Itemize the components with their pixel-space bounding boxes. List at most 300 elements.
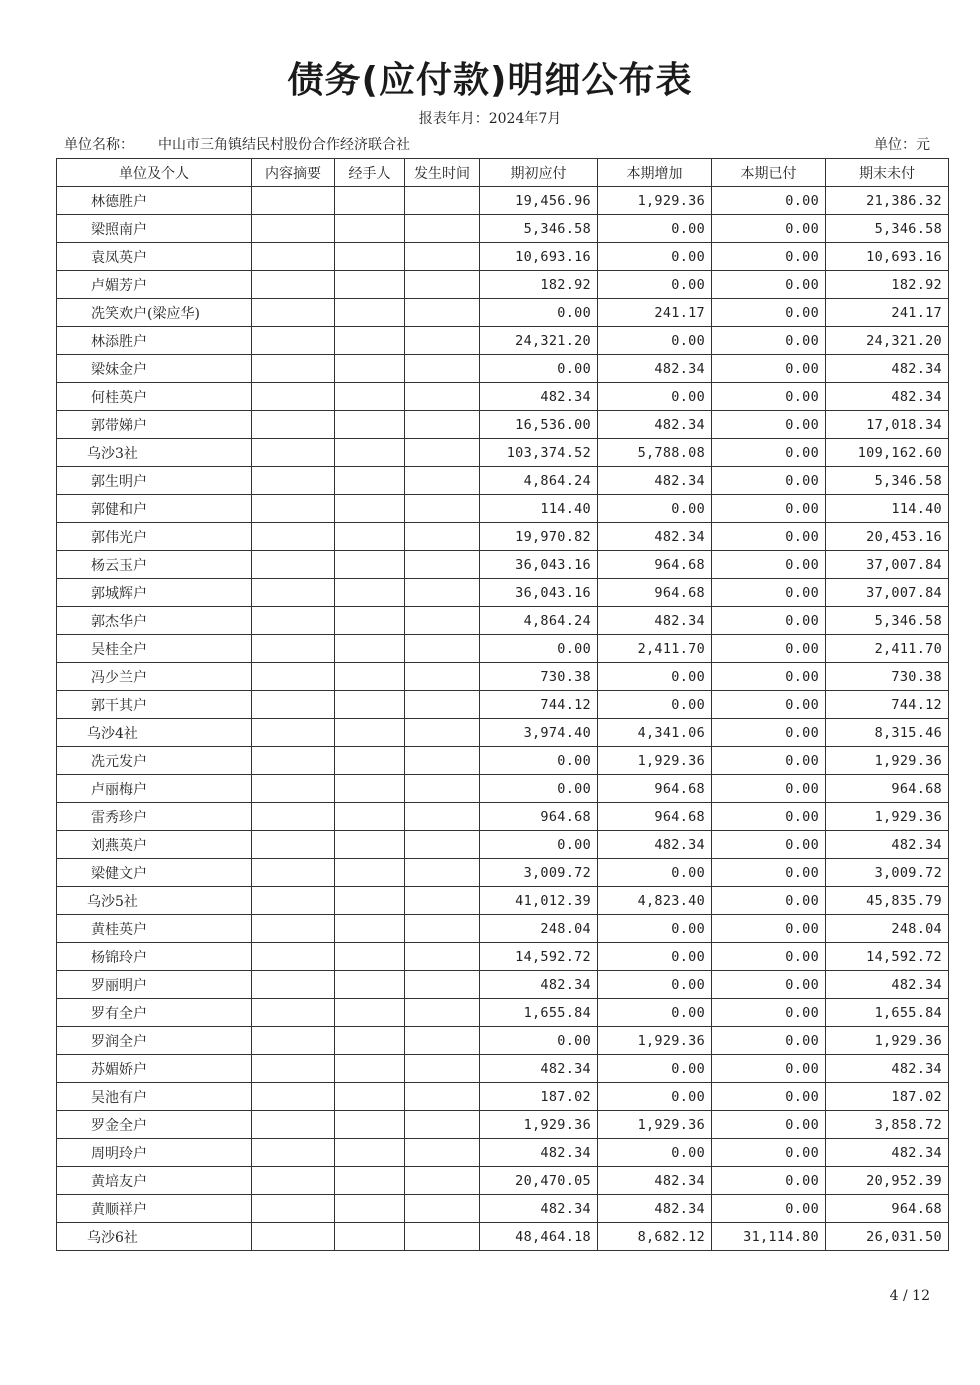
cell-increase: 482.34 xyxy=(598,355,712,383)
cell-paid: 0.00 xyxy=(712,299,826,327)
cell-paid: 0.00 xyxy=(712,943,826,971)
cell-paid: 0.00 xyxy=(712,831,826,859)
cell-entity: 乌沙3社 xyxy=(57,439,252,467)
cell-increase: 0.00 xyxy=(598,691,712,719)
table-row xyxy=(57,887,949,915)
cell-summary xyxy=(252,579,335,607)
cell-summary xyxy=(252,859,335,887)
cell-handler xyxy=(335,1139,405,1167)
cell-summary xyxy=(252,467,335,495)
cell-paid: 0.00 xyxy=(712,1055,826,1083)
cell-paid: 0.00 xyxy=(712,747,826,775)
cell-closing: 109,162.60 xyxy=(826,439,949,467)
cell-date xyxy=(405,719,480,747)
cell-closing: 3,858.72 xyxy=(826,1111,949,1139)
cell-entity: 吴桂全户 xyxy=(57,635,252,663)
cell-entity: 吴池有户 xyxy=(57,1083,252,1111)
cell-opening: 482.34 xyxy=(480,971,598,999)
cell-paid: 0.00 xyxy=(712,607,826,635)
cell-paid: 0.00 xyxy=(712,1027,826,1055)
cell-handler xyxy=(335,1167,405,1195)
cell-entity: 黄培友户 xyxy=(57,1167,252,1195)
cell-paid: 0.00 xyxy=(712,1195,826,1223)
cell-opening: 482.34 xyxy=(480,1139,598,1167)
cell-paid: 0.00 xyxy=(712,859,826,887)
cell-paid: 0.00 xyxy=(712,411,826,439)
table-row xyxy=(57,1167,949,1195)
cell-date xyxy=(405,215,480,243)
cell-closing: 114.40 xyxy=(826,495,949,523)
cell-handler xyxy=(335,775,405,803)
table-row xyxy=(57,831,949,859)
cell-date xyxy=(405,299,480,327)
cell-date xyxy=(405,495,480,523)
table-row xyxy=(57,299,949,327)
cell-entity: 郭杰华户 xyxy=(57,607,252,635)
cell-closing: 14,592.72 xyxy=(826,943,949,971)
cell-summary xyxy=(252,271,335,299)
cell-closing: 744.12 xyxy=(826,691,949,719)
cell-summary xyxy=(252,971,335,999)
cell-summary xyxy=(252,607,335,635)
cell-entity: 苏媚娇户 xyxy=(57,1055,252,1083)
cell-summary xyxy=(252,551,335,579)
cell-increase: 0.00 xyxy=(598,271,712,299)
cell-increase: 964.68 xyxy=(598,551,712,579)
cell-closing: 482.34 xyxy=(826,355,949,383)
table-row xyxy=(57,1027,949,1055)
table-row xyxy=(57,1139,949,1167)
cell-closing: 1,655.84 xyxy=(826,999,949,1027)
cell-increase: 8,682.12 xyxy=(598,1223,712,1251)
col-header-closing: 期末未付 xyxy=(826,159,949,187)
cell-handler xyxy=(335,383,405,411)
cell-increase: 0.00 xyxy=(598,327,712,355)
cell-date xyxy=(405,663,480,691)
table-row xyxy=(57,355,949,383)
cell-opening: 0.00 xyxy=(480,1027,598,1055)
table-row xyxy=(57,271,949,299)
cell-closing: 482.34 xyxy=(826,383,949,411)
cell-opening: 730.38 xyxy=(480,663,598,691)
cell-summary xyxy=(252,355,335,383)
cell-entity: 黄顺祥户 xyxy=(57,1195,252,1223)
cell-date xyxy=(405,971,480,999)
cell-entity: 罗丽明户 xyxy=(57,971,252,999)
cell-entity: 乌沙6社 xyxy=(57,1223,252,1251)
cell-date xyxy=(405,943,480,971)
cell-closing: 182.92 xyxy=(826,271,949,299)
cell-entity: 冼笑欢户(梁应华) xyxy=(57,299,252,327)
cell-handler xyxy=(335,495,405,523)
report-title: 债务(应付款)明细公布表 xyxy=(287,60,693,101)
cell-handler xyxy=(335,551,405,579)
cell-opening: 19,970.82 xyxy=(480,523,598,551)
cell-handler xyxy=(335,803,405,831)
cell-increase: 0.00 xyxy=(598,663,712,691)
table-row xyxy=(57,1055,949,1083)
cell-opening: 248.04 xyxy=(480,915,598,943)
cell-handler xyxy=(335,243,405,271)
cell-paid: 0.00 xyxy=(712,271,826,299)
cell-entity: 林德胜户 xyxy=(57,187,252,215)
cell-paid: 0.00 xyxy=(712,971,826,999)
cell-closing: 1,929.36 xyxy=(826,747,949,775)
cell-handler xyxy=(335,1195,405,1223)
cell-handler xyxy=(335,1111,405,1139)
cell-increase: 0.00 xyxy=(598,243,712,271)
cell-increase: 0.00 xyxy=(598,859,712,887)
cell-opening: 48,464.18 xyxy=(480,1223,598,1251)
cell-summary xyxy=(252,327,335,355)
cell-summary xyxy=(252,411,335,439)
cell-handler xyxy=(335,355,405,383)
cell-date xyxy=(405,355,480,383)
cell-handler xyxy=(335,747,405,775)
page-number: 4 / 12 xyxy=(889,1288,930,1304)
cell-closing: 5,346.58 xyxy=(826,467,949,495)
cell-opening: 744.12 xyxy=(480,691,598,719)
cell-summary xyxy=(252,215,335,243)
table-row xyxy=(57,635,949,663)
cell-summary xyxy=(252,495,335,523)
cell-opening: 41,012.39 xyxy=(480,887,598,915)
cell-summary xyxy=(252,663,335,691)
cell-entity: 林添胜户 xyxy=(57,327,252,355)
cell-entity: 刘燕英户 xyxy=(57,831,252,859)
table-row xyxy=(57,551,949,579)
cell-summary xyxy=(252,887,335,915)
cell-increase: 0.00 xyxy=(598,943,712,971)
cell-increase: 5,788.08 xyxy=(598,439,712,467)
cell-summary xyxy=(252,439,335,467)
cell-handler xyxy=(335,971,405,999)
cell-paid: 0.00 xyxy=(712,439,826,467)
cell-paid: 0.00 xyxy=(712,327,826,355)
cell-closing: 5,346.58 xyxy=(826,215,949,243)
cell-closing: 37,007.84 xyxy=(826,579,949,607)
cell-paid: 0.00 xyxy=(712,215,826,243)
cell-closing: 3,009.72 xyxy=(826,859,949,887)
cell-paid: 0.00 xyxy=(712,719,826,747)
cell-increase: 482.34 xyxy=(598,607,712,635)
cell-entity: 袁凤英户 xyxy=(57,243,252,271)
cell-opening: 3,974.40 xyxy=(480,719,598,747)
table-row xyxy=(57,915,949,943)
table-row xyxy=(57,607,949,635)
table-row xyxy=(57,467,949,495)
table-row xyxy=(57,775,949,803)
cell-increase: 482.34 xyxy=(598,831,712,859)
cell-handler xyxy=(335,271,405,299)
cell-increase: 964.68 xyxy=(598,579,712,607)
currency-unit: 单位：元 xyxy=(874,137,930,153)
cell-closing: 45,835.79 xyxy=(826,887,949,915)
cell-date xyxy=(405,439,480,467)
cell-closing: 8,315.46 xyxy=(826,719,949,747)
cell-handler xyxy=(335,663,405,691)
cell-closing: 964.68 xyxy=(826,775,949,803)
cell-paid: 0.00 xyxy=(712,803,826,831)
cell-handler xyxy=(335,1223,405,1251)
cell-increase: 0.00 xyxy=(598,383,712,411)
cell-opening: 16,536.00 xyxy=(480,411,598,439)
cell-entity: 何桂英户 xyxy=(57,383,252,411)
cell-closing: 730.38 xyxy=(826,663,949,691)
cell-date xyxy=(405,523,480,551)
cell-handler xyxy=(335,327,405,355)
cell-handler xyxy=(335,943,405,971)
cell-entity: 罗有全户 xyxy=(57,999,252,1027)
cell-opening: 187.02 xyxy=(480,1083,598,1111)
table-row xyxy=(57,803,949,831)
cell-closing: 20,952.39 xyxy=(826,1167,949,1195)
cell-closing: 5,346.58 xyxy=(826,607,949,635)
cell-paid: 0.00 xyxy=(712,663,826,691)
cell-handler xyxy=(335,887,405,915)
cell-increase: 1,929.36 xyxy=(598,1027,712,1055)
cell-date xyxy=(405,579,480,607)
cell-closing: 482.34 xyxy=(826,1139,949,1167)
cell-handler xyxy=(335,831,405,859)
cell-opening: 482.34 xyxy=(480,1055,598,1083)
cell-summary xyxy=(252,243,335,271)
cell-paid: 0.00 xyxy=(712,579,826,607)
cell-closing: 187.02 xyxy=(826,1083,949,1111)
table-row xyxy=(57,327,949,355)
cell-handler xyxy=(335,579,405,607)
cell-opening: 36,043.16 xyxy=(480,579,598,607)
cell-handler xyxy=(335,1027,405,1055)
cell-handler xyxy=(335,299,405,327)
cell-handler xyxy=(335,915,405,943)
cell-date xyxy=(405,1139,480,1167)
cell-date xyxy=(405,411,480,439)
cell-opening: 182.92 xyxy=(480,271,598,299)
cell-opening: 482.34 xyxy=(480,1195,598,1223)
cell-date xyxy=(405,327,480,355)
table-row xyxy=(57,243,949,271)
cell-increase: 482.34 xyxy=(598,1167,712,1195)
cell-date xyxy=(405,635,480,663)
cell-increase: 482.34 xyxy=(598,467,712,495)
cell-summary xyxy=(252,1195,335,1223)
cell-increase: 4,341.06 xyxy=(598,719,712,747)
table-row xyxy=(57,215,949,243)
cell-summary xyxy=(252,803,335,831)
cell-summary xyxy=(252,187,335,215)
cell-summary xyxy=(252,1139,335,1167)
col-header-handler: 经手人 xyxy=(335,159,405,187)
cell-summary xyxy=(252,747,335,775)
cell-opening: 0.00 xyxy=(480,831,598,859)
col-header-paid: 本期已付 xyxy=(712,159,826,187)
table-row xyxy=(57,1083,949,1111)
cell-closing: 248.04 xyxy=(826,915,949,943)
cell-summary xyxy=(252,523,335,551)
table-row xyxy=(57,747,949,775)
table-row xyxy=(57,439,949,467)
cell-paid: 0.00 xyxy=(712,1139,826,1167)
cell-opening: 4,864.24 xyxy=(480,607,598,635)
cell-opening: 103,374.52 xyxy=(480,439,598,467)
cell-increase: 4,823.40 xyxy=(598,887,712,915)
table-row xyxy=(57,971,949,999)
cell-closing: 20,453.16 xyxy=(826,523,949,551)
cell-paid: 0.00 xyxy=(712,187,826,215)
cell-date xyxy=(405,747,480,775)
cell-paid: 0.00 xyxy=(712,1083,826,1111)
debt-detail-table xyxy=(56,158,949,1251)
cell-increase: 482.34 xyxy=(598,523,712,551)
cell-opening: 20,470.05 xyxy=(480,1167,598,1195)
cell-entity: 周明玲户 xyxy=(57,1139,252,1167)
cell-increase: 0.00 xyxy=(598,495,712,523)
cell-closing: 1,929.36 xyxy=(826,1027,949,1055)
col-header-summary: 内容摘要 xyxy=(252,159,335,187)
cell-handler xyxy=(335,691,405,719)
cell-date xyxy=(405,243,480,271)
col-header-increase: 本期增加 xyxy=(598,159,712,187)
cell-date xyxy=(405,607,480,635)
cell-increase: 482.34 xyxy=(598,411,712,439)
cell-closing: 24,321.20 xyxy=(826,327,949,355)
cell-paid: 0.00 xyxy=(712,887,826,915)
cell-date xyxy=(405,803,480,831)
cell-date xyxy=(405,187,480,215)
cell-date xyxy=(405,887,480,915)
report-period: 报表年月：2024年7月 xyxy=(418,111,562,127)
cell-summary xyxy=(252,719,335,747)
cell-increase: 964.68 xyxy=(598,803,712,831)
cell-closing: 1,929.36 xyxy=(826,803,949,831)
cell-date xyxy=(405,1083,480,1111)
cell-increase: 0.00 xyxy=(598,999,712,1027)
cell-increase: 0.00 xyxy=(598,915,712,943)
cell-entity: 罗金全户 xyxy=(57,1111,252,1139)
cell-paid: 0.00 xyxy=(712,551,826,579)
cell-date xyxy=(405,1027,480,1055)
table-row xyxy=(57,1223,949,1251)
cell-entity: 郭带娣户 xyxy=(57,411,252,439)
cell-date xyxy=(405,999,480,1027)
cell-date xyxy=(405,775,480,803)
cell-handler xyxy=(335,439,405,467)
cell-opening: 4,864.24 xyxy=(480,467,598,495)
cell-paid: 0.00 xyxy=(712,467,826,495)
col-header-date: 发生时间 xyxy=(405,159,480,187)
cell-closing: 482.34 xyxy=(826,831,949,859)
cell-opening: 0.00 xyxy=(480,299,598,327)
table-row xyxy=(57,943,949,971)
cell-opening: 19,456.96 xyxy=(480,187,598,215)
cell-opening: 5,346.58 xyxy=(480,215,598,243)
cell-summary xyxy=(252,1027,335,1055)
cell-closing: 10,693.16 xyxy=(826,243,949,271)
cell-entity: 冼元发户 xyxy=(57,747,252,775)
cell-handler xyxy=(335,215,405,243)
cell-entity: 郭生明户 xyxy=(57,467,252,495)
cell-paid: 0.00 xyxy=(712,915,826,943)
cell-summary xyxy=(252,1083,335,1111)
col-header-entity: 单位及个人 xyxy=(57,159,252,187)
cell-summary xyxy=(252,943,335,971)
cell-opening: 14,592.72 xyxy=(480,943,598,971)
cell-summary xyxy=(252,691,335,719)
cell-increase: 1,929.36 xyxy=(598,747,712,775)
cell-date xyxy=(405,467,480,495)
cell-entity: 郭伟光户 xyxy=(57,523,252,551)
cell-entity: 梁妹金户 xyxy=(57,355,252,383)
cell-closing: 964.68 xyxy=(826,1195,949,1223)
cell-date xyxy=(405,1167,480,1195)
cell-date xyxy=(405,831,480,859)
cell-opening: 964.68 xyxy=(480,803,598,831)
table-row xyxy=(57,663,949,691)
cell-entity: 黄桂英户 xyxy=(57,915,252,943)
table-row xyxy=(57,719,949,747)
cell-summary xyxy=(252,1223,335,1251)
cell-paid: 0.00 xyxy=(712,691,826,719)
cell-date xyxy=(405,1195,480,1223)
cell-handler xyxy=(335,467,405,495)
table-body xyxy=(57,187,949,1251)
cell-entity: 乌沙4社 xyxy=(57,719,252,747)
cell-date xyxy=(405,271,480,299)
cell-entity: 卢媚芳户 xyxy=(57,271,252,299)
cell-date xyxy=(405,551,480,579)
cell-handler xyxy=(335,607,405,635)
cell-summary xyxy=(252,999,335,1027)
unit-name-value: 中山市三角镇结民村股份合作经济联合社 xyxy=(158,137,410,153)
table-row xyxy=(57,411,949,439)
cell-entity: 梁健文户 xyxy=(57,859,252,887)
table-row xyxy=(57,999,949,1027)
cell-entity: 郭健和户 xyxy=(57,495,252,523)
cell-entity: 雷秀珍户 xyxy=(57,803,252,831)
cell-handler xyxy=(335,999,405,1027)
cell-summary xyxy=(252,635,335,663)
cell-paid: 0.00 xyxy=(712,355,826,383)
cell-entity: 杨云玉户 xyxy=(57,551,252,579)
cell-closing: 37,007.84 xyxy=(826,551,949,579)
cell-entity: 罗润全户 xyxy=(57,1027,252,1055)
cell-summary xyxy=(252,775,335,803)
cell-handler xyxy=(335,635,405,663)
cell-entity: 乌沙5社 xyxy=(57,887,252,915)
cell-paid: 0.00 xyxy=(712,999,826,1027)
cell-date xyxy=(405,691,480,719)
cell-date xyxy=(405,859,480,887)
cell-entity: 梁照南户 xyxy=(57,215,252,243)
cell-increase: 0.00 xyxy=(598,1139,712,1167)
table-row xyxy=(57,1111,949,1139)
cell-summary xyxy=(252,1111,335,1139)
table-row xyxy=(57,187,949,215)
cell-opening: 114.40 xyxy=(480,495,598,523)
cell-increase: 0.00 xyxy=(598,971,712,999)
cell-opening: 0.00 xyxy=(480,635,598,663)
cell-increase: 964.68 xyxy=(598,775,712,803)
cell-increase: 482.34 xyxy=(598,1195,712,1223)
cell-handler xyxy=(335,523,405,551)
cell-increase: 1,929.36 xyxy=(598,187,712,215)
col-header-opening: 期初应付 xyxy=(480,159,598,187)
cell-summary xyxy=(252,1167,335,1195)
cell-handler xyxy=(335,1055,405,1083)
cell-opening: 1,655.84 xyxy=(480,999,598,1027)
cell-paid: 0.00 xyxy=(712,1111,826,1139)
